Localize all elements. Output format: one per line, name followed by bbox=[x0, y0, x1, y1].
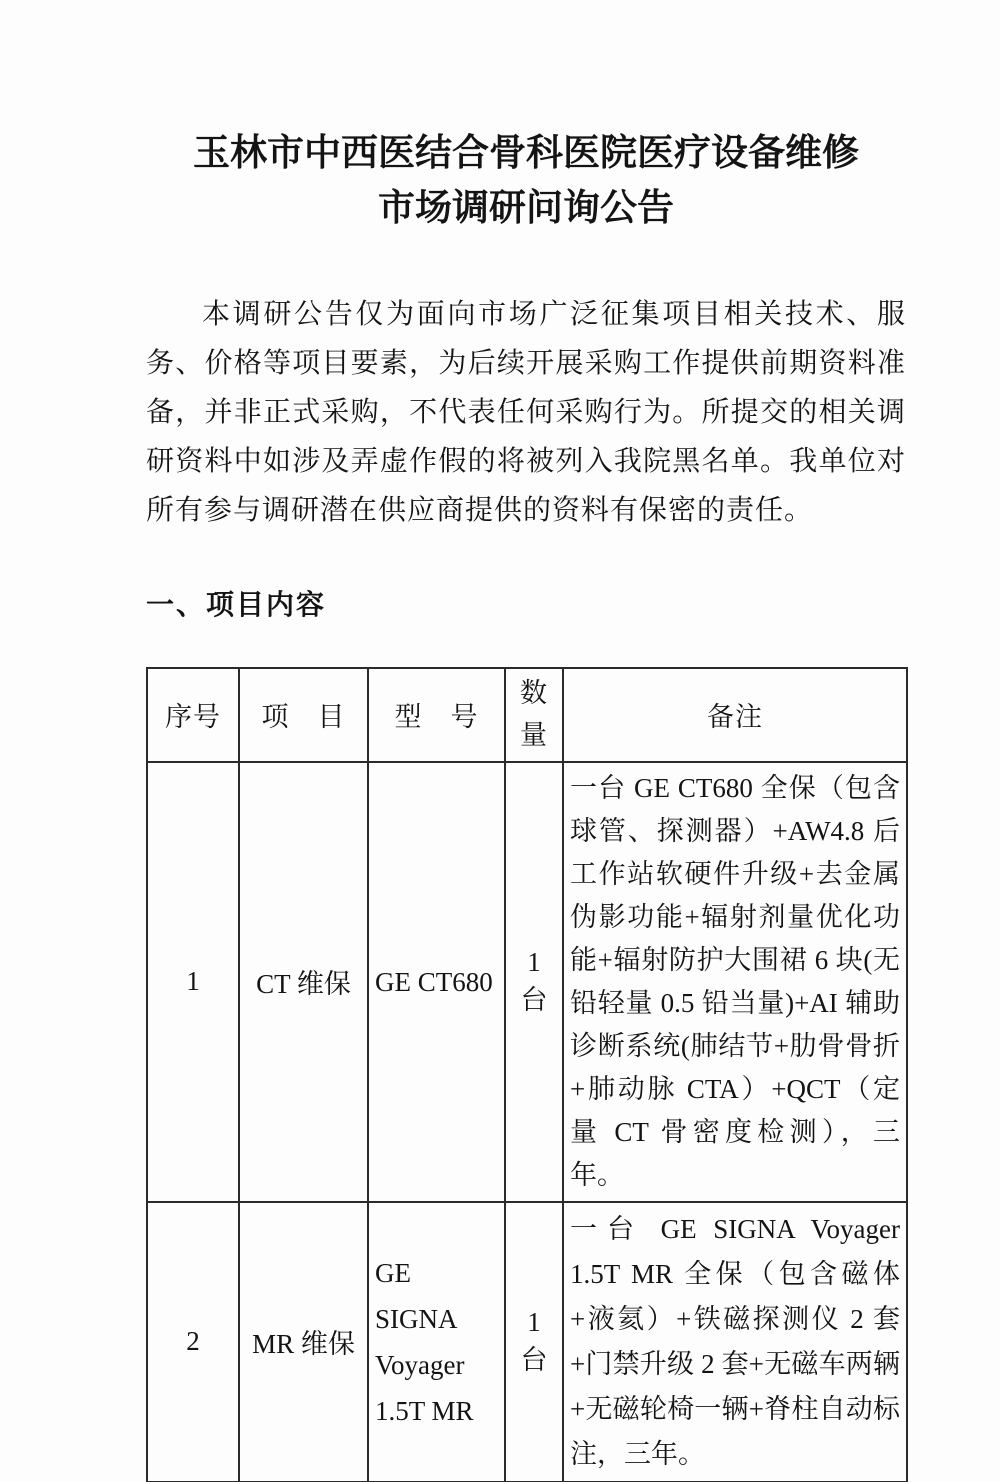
cell-seq: 1 bbox=[147, 762, 239, 1202]
col-header-seq: 序号 bbox=[147, 668, 239, 762]
cell-remark: 一台 GE CT680 全保（包含球管、探测器）+AW4.8 后工作站软硬件升级+去金属伪影功能+辐射剂量优化功能+辐射防护大围裙 6 块(无铅轻量 0.5 铅当量)+AI 辅助诊断系统(肺结节+肋骨骨折+肺动脉 CTA）+QCT（定量 CT 骨密度检测），三年。 bbox=[563, 762, 907, 1202]
cell-qty: 1 台 bbox=[505, 762, 563, 1202]
document-title-line1: 玉林市中西医结合骨科医院医疗设备维修 bbox=[193, 133, 859, 174]
cell-item: MR 维保 bbox=[239, 1202, 368, 1482]
cell-seq: 2 bbox=[147, 1202, 239, 1482]
cell-model: GE SIGNA Voyager 1.5T MR bbox=[368, 1202, 505, 1482]
col-header-remark: 备注 bbox=[563, 668, 907, 762]
table-row bbox=[147, 762, 907, 1202]
project-table bbox=[146, 667, 908, 1482]
document-title bbox=[146, 126, 906, 236]
cell-item: CT 维保 bbox=[239, 762, 368, 1202]
col-header-qty bbox=[505, 668, 563, 762]
section-heading: 一、项目内容 bbox=[146, 589, 327, 620]
col-header-qty-label: 数量 bbox=[520, 678, 548, 750]
intro-paragraph: 本调研公告仅为面向市场广泛征集项目相关技术、服务、价格等项目要素，为后续开展采购工作提供前期资料准备，并非正式采购，不代表任何采购行为。所提交的相关调研资料中如涉及弄虚作假的将被列入我院黑名单。我单位对所有参与调研潜在供应商提供的资料有保密的责任。 bbox=[146, 299, 906, 526]
cell-qty: 1 台 bbox=[505, 1202, 563, 1482]
cell-remark: 一台 GE SIGNA Voyager 1.5T MR 全保（包含磁体+液氦）+铁磁探测仪 2 套+门禁升级 2 套+无磁车两辆+无磁轮椅一辆+脊柱自动标注，三年。 bbox=[563, 1202, 907, 1482]
table-row bbox=[147, 1202, 907, 1482]
col-header-model: 型 号 bbox=[368, 668, 505, 762]
table-header-row bbox=[147, 668, 907, 762]
col-header-item: 项 目 bbox=[239, 668, 368, 762]
cell-model: GE CT680 bbox=[368, 762, 505, 1202]
document-title-line2: 市场调研问询公告 bbox=[378, 188, 674, 229]
